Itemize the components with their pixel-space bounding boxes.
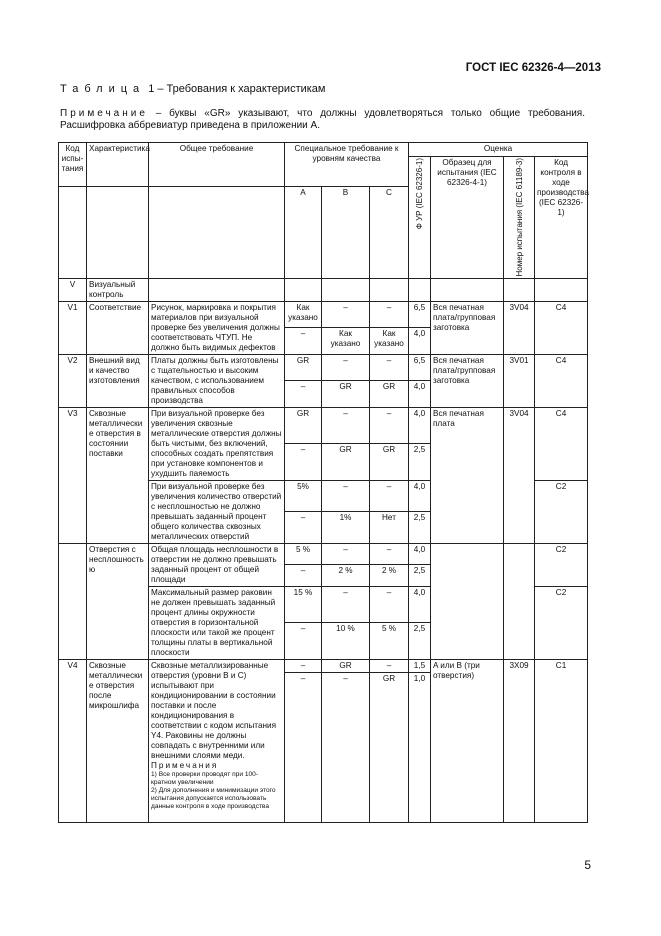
cell-req: Общая площадь несплошности в отверстии не должно превышать заданный процент от общей площади: [149, 543, 285, 586]
cell-char: Сквозные металлически е отверстия в состоянии поставки: [87, 407, 149, 543]
cell-req: При визуальной проверке без увеличения количество отверстий с несплошностью не должно превышать заданный процент общего количества сквозных металлических отверстий: [149, 480, 285, 543]
cell-ur: 4,0: [409, 586, 431, 623]
hd-blank-2: [87, 186, 149, 278]
cell-char: Визуальный контроль: [87, 278, 149, 301]
cell-a: Как указано: [285, 301, 322, 328]
col-header-code: Код испы-тания: [59, 143, 87, 187]
table-title-rest: 1 – Требования к характеристикам: [145, 83, 326, 95]
cell-ctrl: C2: [535, 586, 588, 659]
cell-c: –: [370, 586, 409, 623]
cell-a: –: [285, 565, 322, 587]
cell-b: 1%: [322, 512, 370, 544]
v4-note-1: 1) Все проверки проводят при 100-кратном увеличении: [151, 770, 259, 786]
cell-ur: 4,0: [409, 381, 431, 408]
col-header-sample: Образец для испытания (IEC 62326-4-1): [431, 157, 504, 279]
cell-ur: 2,5: [409, 565, 431, 587]
cell-ctrl: C4: [535, 354, 588, 407]
cell-char: Отверстия с несплошность ю: [87, 543, 149, 659]
col-header-characteristic: Характеристика: [87, 143, 149, 187]
document-standard-header: ГОСТ IEC 62326-4—2013: [465, 62, 601, 74]
cell-c: –: [370, 659, 409, 672]
cell-b: –: [322, 354, 370, 381]
col-header-control: Код контроля в ходе производства (IEC 62326-1): [535, 157, 588, 279]
hd-blank-1: [59, 186, 87, 278]
cell-req: [149, 659, 285, 822]
col-header-special: Специальное требование к уровням качества: [285, 143, 409, 187]
table-row: [59, 659, 588, 672]
cell-ur: 2,5: [409, 623, 431, 660]
cell-c: –: [370, 543, 409, 565]
col-header-general: Общее требование: [149, 143, 285, 187]
v4-note-2: 2) Для дополнения и минимизации этого испытания допускается использовать данные контроля в ходе производства: [151, 786, 276, 810]
table-row: [59, 301, 588, 328]
cell-ur: 2,5: [409, 444, 431, 481]
cell-test: 3V01: [504, 354, 535, 407]
cell-a: –: [285, 659, 322, 672]
cell-req: При визуальной проверке без увеличения сквозные металлические отверстия должны быть чистыми, без включений, способных создать препятствия при установке компонентов и ухудшить паяемость: [149, 407, 285, 480]
col-header-ur: Ф УР (IEC 62326-1): [409, 157, 431, 279]
cell-a: –: [285, 444, 322, 481]
cell-c: Нет: [370, 512, 409, 544]
cell-a: 15 %: [285, 586, 322, 623]
page-number: 5: [584, 858, 591, 872]
col-header-b: B: [322, 186, 370, 278]
cell-req: Рисунок, маркировка и покрытия материалов при визуальной проверке без увеличения должны соответствовать ЧТУП. Не должно быть видимых дефектов: [149, 301, 285, 354]
cell-ctrl: C1: [535, 659, 588, 822]
cell-ur: 1,0: [409, 672, 431, 822]
cell-sample: A или B (три отверстия): [431, 659, 504, 822]
cell-test: 3V04: [504, 407, 535, 543]
cell-b: –: [322, 586, 370, 623]
cell-ctrl: C4: [535, 407, 588, 480]
cell-c: GR: [370, 672, 409, 822]
cell-code: [59, 543, 87, 659]
cell-b: –: [322, 301, 370, 328]
cell-test: 3X09: [504, 659, 535, 822]
cell-ur: 2,5: [409, 512, 431, 544]
cell-ur: 6,5: [409, 301, 431, 328]
cell-b: Как указано: [322, 328, 370, 355]
cell-char: Внешний вид и качество изготовления: [87, 354, 149, 407]
cell-b: –: [322, 480, 370, 512]
cell-a: –: [285, 512, 322, 544]
cell-char: Соответствие: [87, 301, 149, 354]
cell-c: –: [370, 407, 409, 444]
table-note: [60, 108, 585, 132]
table-title-word: Таблица: [60, 83, 146, 95]
cell-c: 2 %: [370, 565, 409, 587]
cell-b: GR: [322, 444, 370, 481]
cell-b: –: [322, 407, 370, 444]
cell-test: 3V04: [504, 301, 535, 354]
cell-a: 5%: [285, 480, 322, 512]
cell-ctrl: C4: [535, 301, 588, 354]
cell-c: GR: [370, 444, 409, 481]
cell-req: Максимальный размер раковин не должен превышать заданный процент длины окружности отверстия в горизонтальной плоскости или такой же процент толщины платы в вертикальной плоскости: [149, 586, 285, 659]
table-row: [59, 354, 588, 381]
table-row: [59, 407, 588, 444]
cell-ur: 4,0: [409, 328, 431, 355]
cell-c: –: [370, 480, 409, 512]
cell-b: 2 %: [322, 565, 370, 587]
cell-sample: Вся печатная плата: [431, 407, 504, 543]
cell-sample: Вся печатная плата/групповая заготовка: [431, 354, 504, 407]
v4-notes-label: Примечания: [151, 760, 219, 770]
cell-b: –: [322, 543, 370, 565]
col-header-evaluation: Оценка: [409, 143, 588, 157]
table-title: [60, 83, 326, 95]
cell-code: V: [59, 278, 87, 301]
cell-b: GR: [322, 659, 370, 672]
note-text: – буквы «GR» указывают, что должны удовлетворяться только общие требования. Расшифровка аббревиатур приведена в приложении А.: [60, 108, 585, 131]
cell-b: 10 %: [322, 623, 370, 660]
cell-code: V1: [59, 301, 87, 354]
cell-sample: Вся печатная плата/групповая заготовка: [431, 301, 504, 354]
cell-ur: 6,5: [409, 354, 431, 381]
cell-code: V2: [59, 354, 87, 407]
cell-a: 5 %: [285, 543, 322, 565]
cell-ur: 4,0: [409, 407, 431, 444]
cell-a: GR: [285, 407, 322, 444]
col-header-a: A: [285, 186, 322, 278]
note-label: Примечание: [60, 108, 148, 119]
requirements-table: [58, 142, 588, 823]
cell-c: GR: [370, 381, 409, 408]
table-row: [59, 278, 588, 301]
cell-b: GR: [322, 381, 370, 408]
table-row: [59, 543, 588, 565]
cell-c: 5 %: [370, 623, 409, 660]
cell-ur: 4,0: [409, 480, 431, 512]
cell-c: Как указано: [370, 328, 409, 355]
col-header-testnum: Номер испытания (IEC 61189-3): [504, 157, 535, 279]
cell-ur: 4,0: [409, 543, 431, 565]
cell-code: V4: [59, 659, 87, 822]
cell-test: [504, 543, 535, 659]
cell-ctrl: C2: [535, 543, 588, 586]
cell-a: –: [285, 623, 322, 660]
cell-c: –: [370, 301, 409, 328]
cell-a: GR: [285, 354, 322, 381]
v4-req-text: Сквозные металлизированные отверстия (уровни B и C) испытывают при кондиционировании в состоянии поставки и после кондиционирования в соответствии с кодом испытания Y4. Раковины не должны совпадать с внутренними или внешними слоями меди.: [151, 660, 277, 760]
cell-ctrl: C2: [535, 480, 588, 543]
cell-a: –: [285, 672, 322, 822]
cell-ur: 1,5: [409, 659, 431, 672]
cell-b: –: [322, 672, 370, 822]
cell-sample: [431, 543, 504, 659]
cell-req: Платы должны быть изготовлены с тщательностью и высоким качеством, с использованием правильных способов производства: [149, 354, 285, 407]
cell-c: –: [370, 354, 409, 381]
cell-a: –: [285, 328, 322, 355]
cell-char: Сквозные металлически е отверстия после микрошлифа: [87, 659, 149, 822]
cell-code: V3: [59, 407, 87, 543]
col-header-c: C: [370, 186, 409, 278]
cell-a: –: [285, 381, 322, 408]
hd-blank-3: [149, 186, 285, 278]
